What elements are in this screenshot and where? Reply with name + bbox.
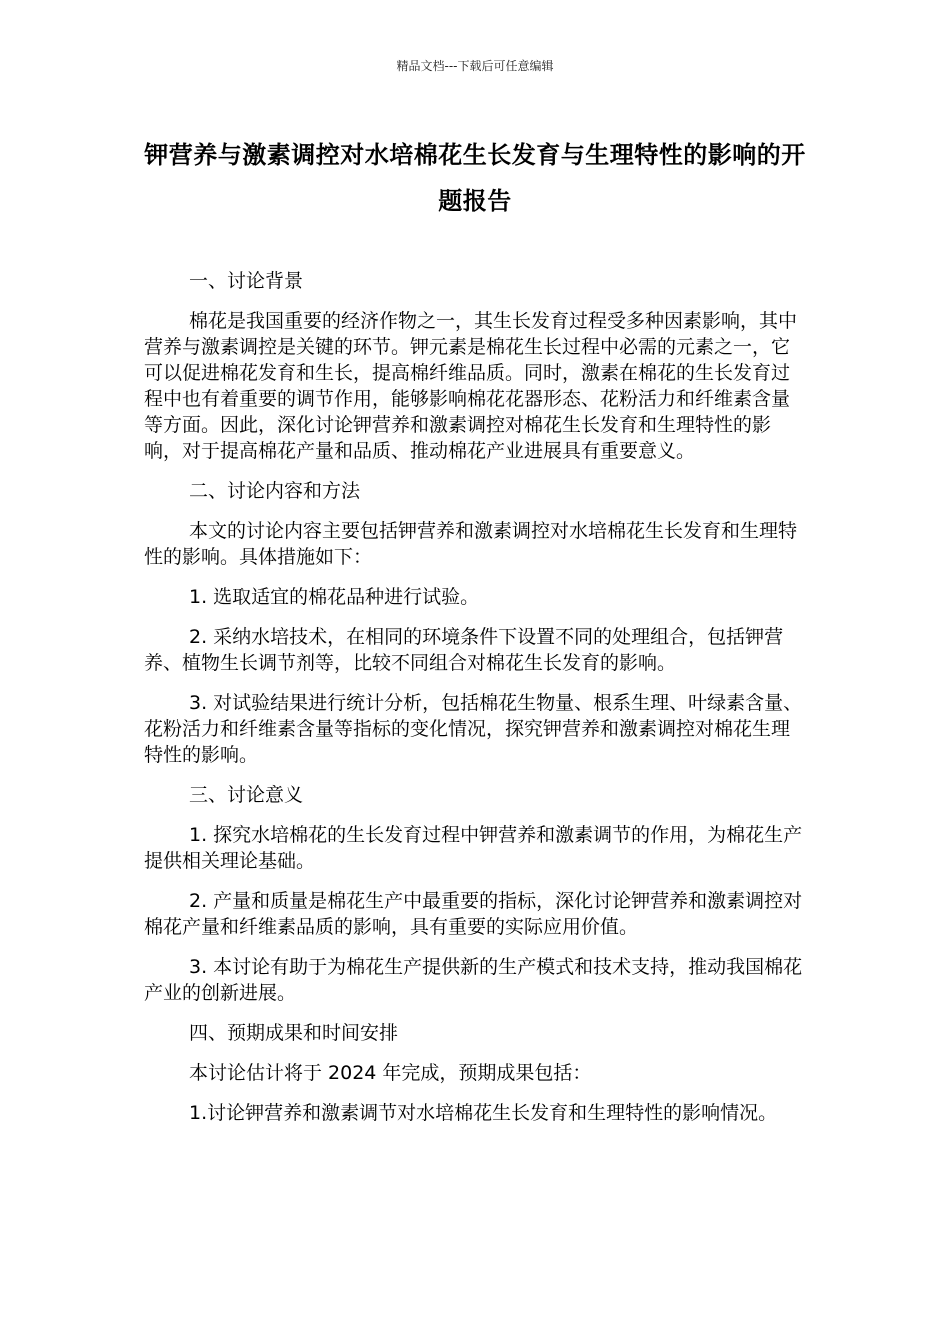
- list-item-significance-2: 2. 产量和质量是棉花生产中最重要的指标，深化讨论钾营养和激素调控对棉花产量和纤维素品质的影响，具有重要的实际应用价值。: [144, 890, 803, 938]
- list-item-outcome-1: 1.讨论钾营养和激素调节对水培棉花生长发育和生理特性的影响情况。: [189, 1102, 778, 1124]
- paragraph-background: 棉花是我国重要的经济作物之一，其生长发育过程受多种因素影响，其中营养与激素调控是关键的环节。钾元素是棉花生长过程中必需的元素之一，它可以促进棉花发育和生长，提高棉纤维品质。同时，激素在棉花的生长发育过程中也有着重要的调节作用，能够影响棉花花器形态、花粉活力和纤维素含量等方面。因此，深化讨论钾营养和激素调控对棉花生长发育和生理特性的影响，对于提高棉花产量和品质、推动棉花产业进展具有重要意义。: [144, 310, 798, 462]
- list-item-method-1: 1. 选取适宜的棉花品种进行试验。: [189, 586, 480, 608]
- paragraph-schedule-intro: 本讨论估计将于 2024 年完成，预期成果包括：: [189, 1062, 592, 1084]
- paragraph-content-intro: 本文的讨论内容主要包括钾营养和激素调控对水培棉花生长发育和生理特性的影响。具体措施如下：: [144, 520, 798, 568]
- document-title: 钾营养与激素调控对水培棉花生长发育与生理特性的影响的开题报告: [144, 141, 806, 215]
- list-item-significance-3: 3. 本讨论有助于为棉花生产提供新的生产模式和技术支持，推动我国棉花产业的创新进展。: [144, 956, 803, 1004]
- list-item-method-3: 3. 对试验结果进行统计分析，包括棉花生物量、根系生理、叶绿素含量、花粉活力和纤维素含量等指标的变化情况，探究钾营养和激素调控对棉花生理特性的影响。: [144, 692, 803, 766]
- section-heading-schedule: 四、预期成果和时间安排: [189, 1022, 399, 1044]
- page-header: 精品文档---下载后可任意编辑: [396, 59, 554, 73]
- document-body: [144, 268, 804, 1140]
- list-item-significance-1: 1. 探究水培棉花的生长发育过程中钾营养和激素调节的作用，为棉花生产提供相关理论基础。: [144, 824, 803, 872]
- section-heading-significance: 三、讨论意义: [189, 784, 304, 806]
- list-item-method-2: 2. 采纳水培技术，在相同的环境条件下设置不同的处理组合，包括钾营养、植物生长调节剂等，比较不同组合对棉花生长发育的影响。: [144, 626, 784, 674]
- section-heading-content-method: 二、讨论内容和方法: [189, 480, 361, 502]
- section-heading-background: 一、讨论背景: [189, 270, 304, 292]
